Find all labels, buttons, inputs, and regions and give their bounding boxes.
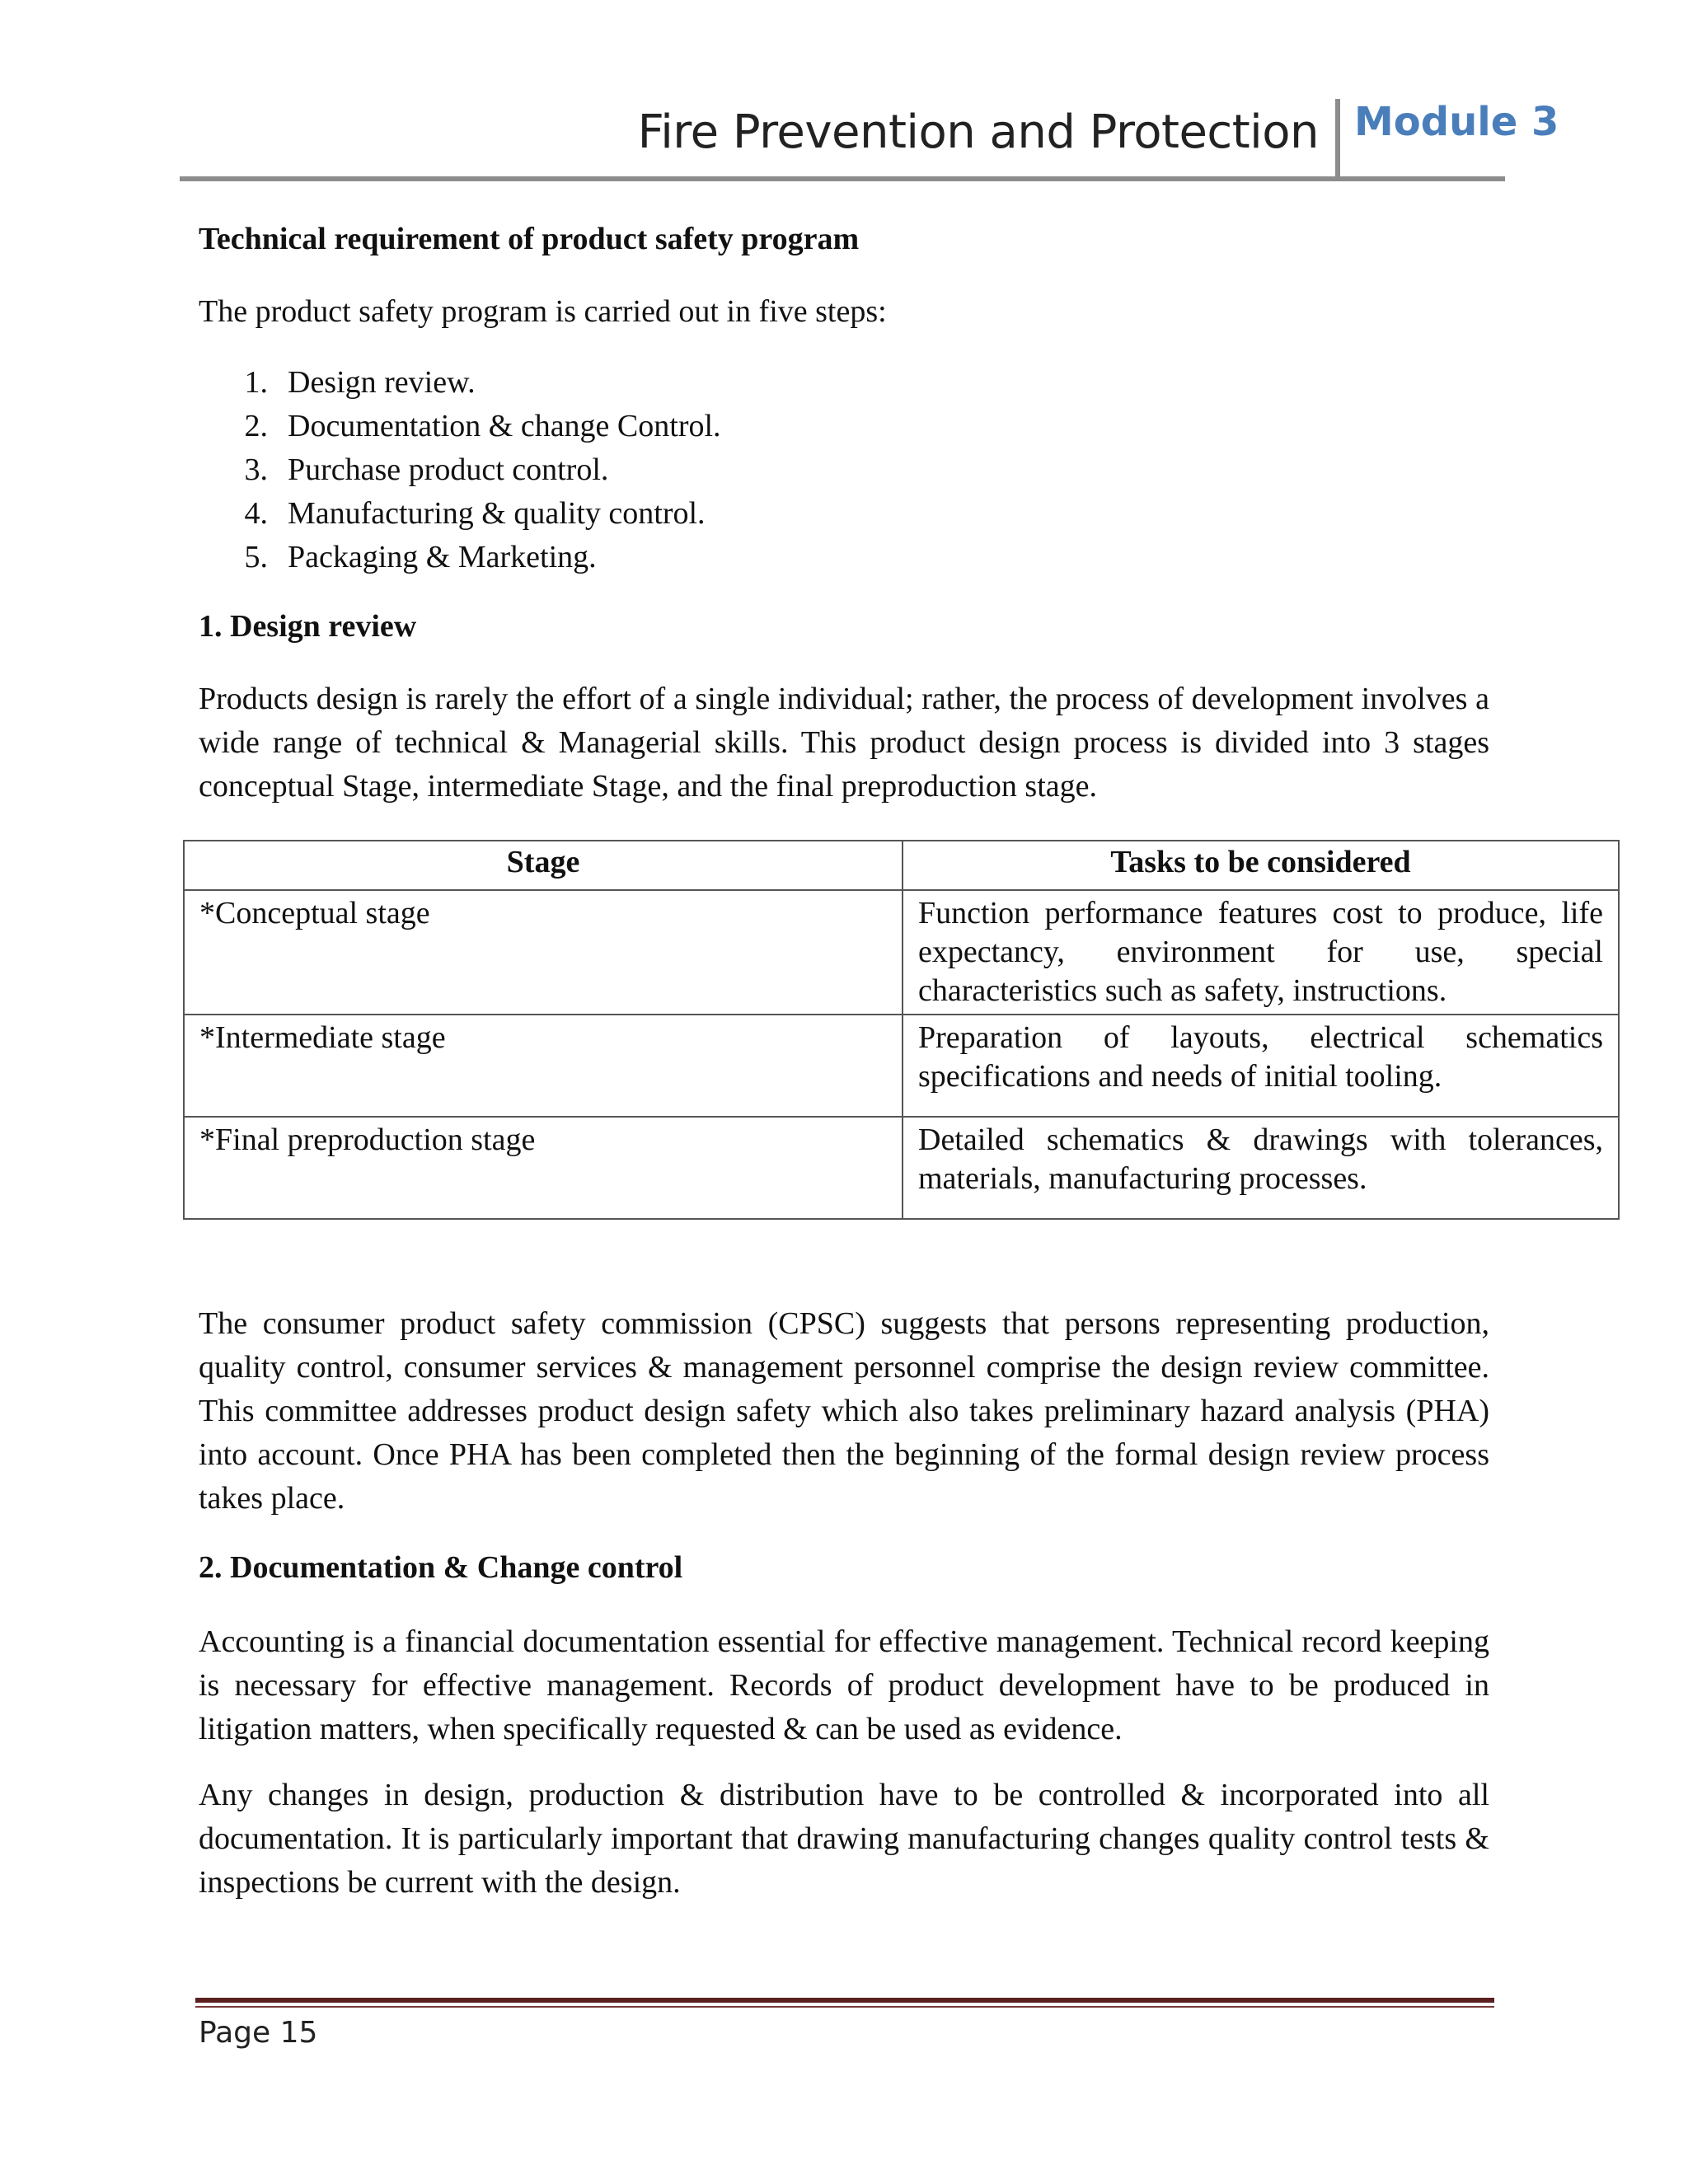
- design-review-paragraph: Products design is rarely the effort of a single individual; rather, the process of development involves a wide range of technical & Managerial skills. This product design process is divided into 3 stages conceptual Stage, intermediate Stage, and the final preproduction stage.: [199, 682, 1489, 804]
- table-row: [184, 1117, 1619, 1219]
- list-item: 1. Design review.: [244, 365, 476, 400]
- header-rule: [180, 176, 1505, 181]
- list-item: 5. Packaging & Marketing.: [244, 540, 597, 574]
- footer-rule-thin: [195, 2006, 1494, 2008]
- tasks-cell: Function performance features cost to produce, life expectancy, environment for use, special characteristics such as safety, instructions.: [903, 890, 1619, 1015]
- list-item: 4. Manufacturing & quality control.: [244, 496, 706, 531]
- documentation-paragraph-2: Any changes in design, production & distribution have to be controlled & incorporated into all documentation. It is particularly important that drawing manufacturing changes quality control tests & inspections be current with the design.: [199, 1778, 1489, 1900]
- tasks-cell: Preparation of layouts, electrical schematics specifications and needs of initial tooling.: [903, 1015, 1619, 1117]
- documentation-paragraph-1: Accounting is a financial documentation essential for effective management. Technical record keeping is necessary for effective management. Records of product development have to be produced in litigation matters, when specifically requested & can be used as evidence.: [199, 1624, 1489, 1746]
- table-header-row: [184, 841, 1619, 890]
- footer-rule: [195, 1998, 1494, 2003]
- section-heading: Technical requirement of product safety program: [199, 222, 860, 256]
- list-item: 3. Purchase product control.: [244, 452, 609, 487]
- module-label: Module 3: [1354, 99, 1559, 145]
- header-title: Fire Prevention and Protection: [637, 105, 1319, 159]
- list-item: 2. Documentation & change Control.: [244, 409, 721, 443]
- stage-cell: *Conceptual stage: [184, 890, 903, 1015]
- tasks-cell: Detailed schematics & drawings with tolerances, materials, manufacturing processes.: [903, 1117, 1619, 1219]
- column-header-tasks: Tasks to be considered: [903, 841, 1619, 890]
- table-row: [184, 1015, 1619, 1117]
- column-header-stage: Stage: [184, 841, 903, 890]
- stage-cell: *Final preproduction stage: [184, 1117, 903, 1219]
- page-number: Page 15: [199, 2016, 318, 2050]
- design-review-heading: 1. Design review: [199, 609, 417, 644]
- cpsc-paragraph: The consumer product safety commission (CPSC) suggests that persons representing production, quality control, consumer services & management personnel comprise the design review committee. This committee addresses product design safety which also takes preliminary hazard analysis (PHA) into account. Once PHA has been completed then the beginning of the formal design review process takes place.: [199, 1306, 1489, 1516]
- documentation-heading: 2. Documentation & Change control: [199, 1550, 683, 1585]
- header-divider: [1335, 99, 1340, 181]
- steps-list: [199, 361, 721, 579]
- table-row: [184, 890, 1619, 1015]
- stage-cell: *Intermediate stage: [184, 1015, 903, 1117]
- stages-table: [183, 840, 1620, 1220]
- intro-text: The product safety program is carried out in five steps:: [199, 294, 887, 329]
